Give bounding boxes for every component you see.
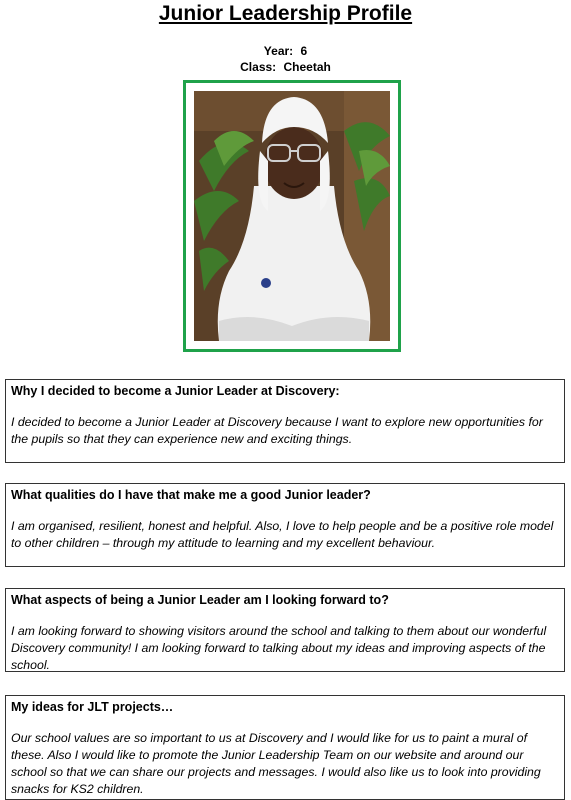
section-qualities <box>5 483 565 567</box>
section-heading: My ideas for JLT projects… <box>11 700 174 714</box>
section-body: I am looking forward to showing visitors around the school and talking to them about our wonderful Discovery community! I am looking forward to talking about my ideas and improving aspects of the school. <box>11 624 547 672</box>
section-heading: Why I decided to become a Junior Leader at Discovery: <box>11 384 340 398</box>
class-value: Cheetah <box>283 60 331 74</box>
class-label: Class: <box>240 60 277 74</box>
page-title: Junior Leadership Profile <box>158 2 413 25</box>
profile-photo-frame <box>183 80 401 352</box>
profile-photo <box>194 91 390 341</box>
section-body: I am organised, resilient, honest and helpful. Also, I love to help people and be a positive role model to other children – through my attitude to learning and my excellent behaviour. <box>11 519 554 550</box>
year-line <box>0 44 571 58</box>
section-heading: What aspects of being a Junior Leader am I looking forward to? <box>11 593 389 607</box>
year-label: Year: <box>263 44 294 58</box>
year-value: 6 <box>300 44 308 58</box>
class-line <box>0 60 571 74</box>
section-body: I decided to become a Junior Leader at Discovery because I want to explore new opportunities for the pupils so that they can experience new and exciting things. <box>11 415 543 446</box>
section-heading: What qualities do I have that make me a good Junior leader? <box>11 488 371 502</box>
section-jlt-ideas <box>5 695 565 800</box>
section-looking-forward <box>5 588 565 672</box>
section-body: Our school values are so important to us at Discovery and I would like for us to paint a mural of these. Also I would like to promote the Junior Leadership Team on our website and around our school so that we can share our projects and messages. I would also like us to look into providing snacks for KS2 children. <box>11 731 541 796</box>
section-why-junior-leader <box>5 379 565 463</box>
